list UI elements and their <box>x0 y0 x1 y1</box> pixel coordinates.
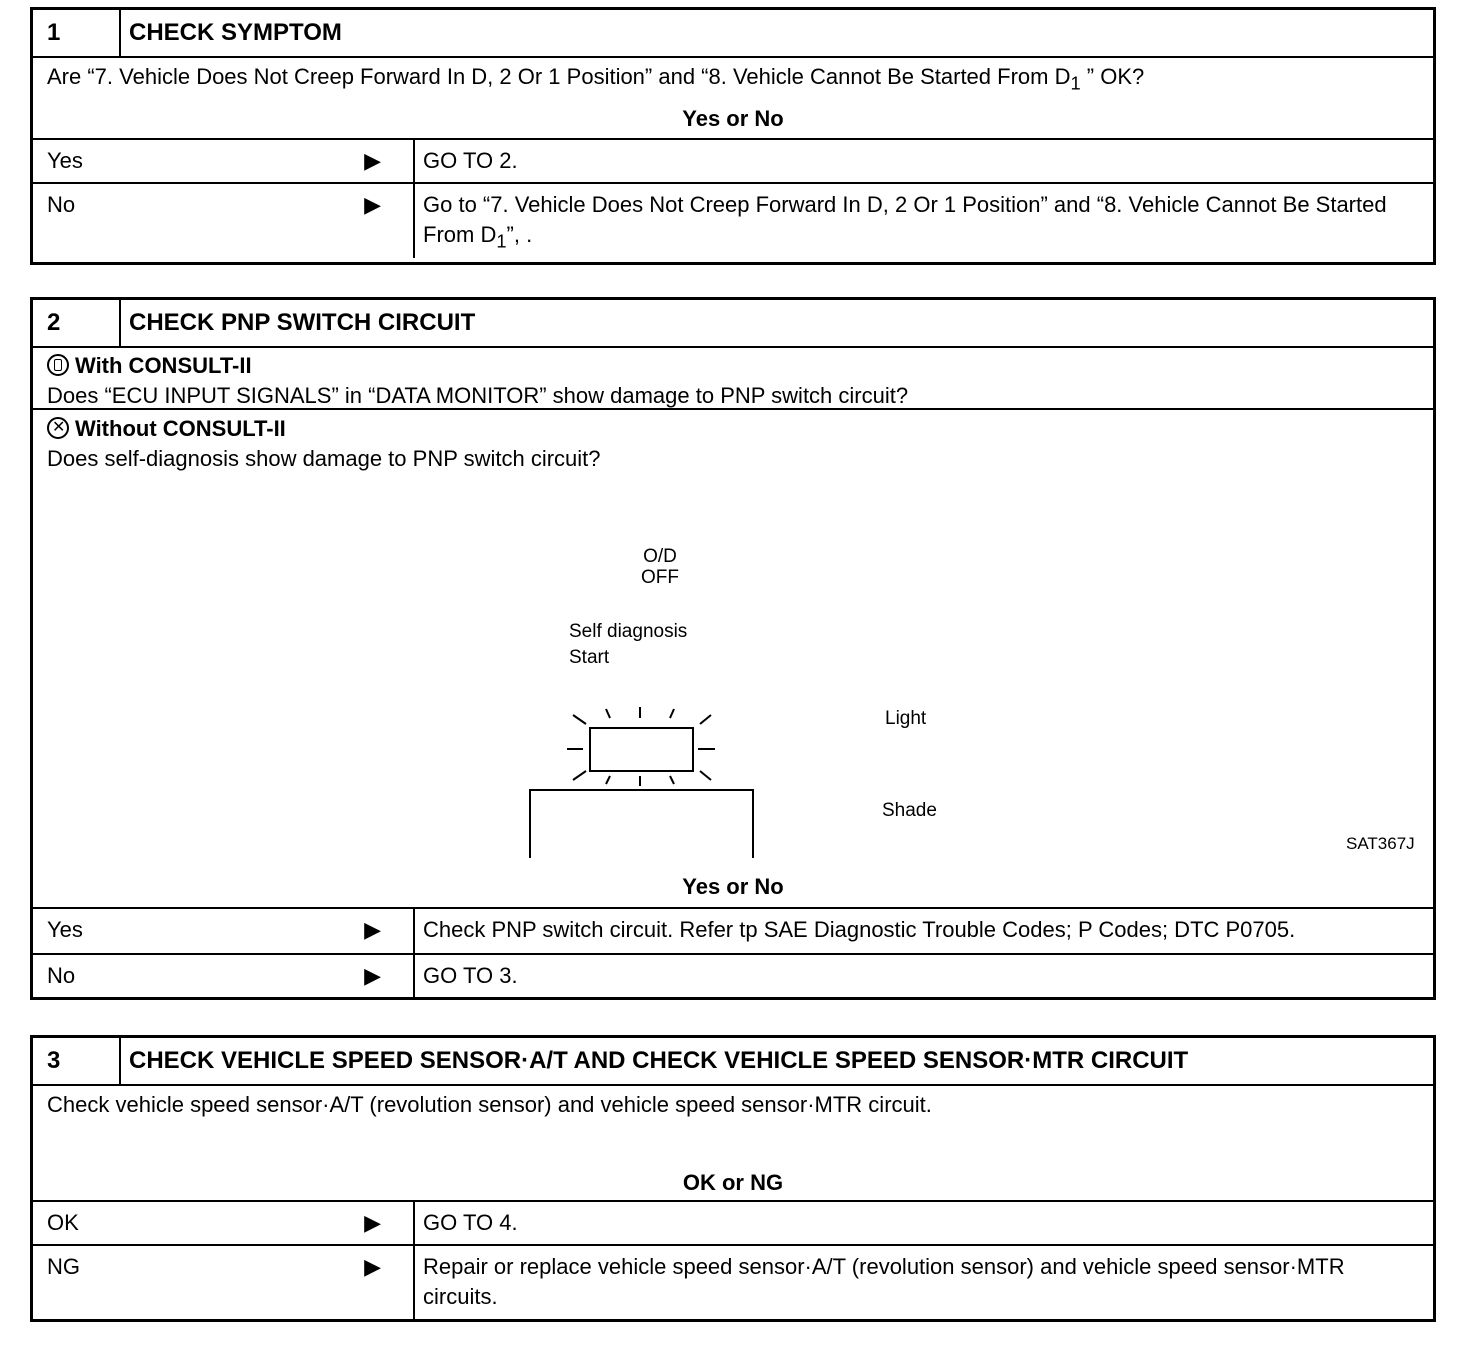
arrow-right-icon: ▶ <box>364 1210 381 1235</box>
step-1-header <box>33 10 1433 58</box>
od-off-lamp <box>620 546 700 588</box>
box-text-2: Start <box>569 647 610 668</box>
question-text: Are “7. Vehicle Does Not Creep Forward In D, 2 Or 1 Position” and “8. Vehicle Cannot Be Started From D <box>47 64 1071 89</box>
without-consult-question: Does self-diagnosis show damage to PNP switch circuit? <box>47 446 601 471</box>
step-number: 1 <box>33 10 121 56</box>
answer-key <box>33 1202 415 1244</box>
action-text-end: ”, . <box>506 222 533 247</box>
step-3-instruction: Check vehicle speed sensor·A/T (revolution sensor) and vehicle speed sensor·MTR circuit. <box>47 1092 932 1117</box>
question-text-end: ” OK? <box>1080 64 1145 89</box>
answer-row-no <box>33 182 1433 258</box>
subscript: 1 <box>496 230 507 252</box>
answer-key <box>33 909 415 953</box>
arrow-right-icon: ▶ <box>364 917 381 942</box>
answer-key <box>33 184 415 258</box>
answer-row-no <box>33 953 1433 999</box>
light-label: Light <box>885 708 927 729</box>
answer-action: Repair or replace vehicle speed sensor·A/T (revolution sensor) and vehicle speed sensor·MTR circuits. <box>423 1254 1345 1309</box>
with-consult-section <box>33 348 1433 410</box>
step-number: 3 <box>33 1038 121 1084</box>
answer-row-ok <box>33 1200 1433 1244</box>
self-diagnosis-diagram <box>33 478 1433 858</box>
box-text-1: Self diagnosis <box>569 621 688 642</box>
step-1-box <box>30 7 1436 265</box>
without-consult-section <box>33 410 1433 478</box>
answer-action: GO TO 4. <box>423 1210 518 1235</box>
shade-label: Shade <box>882 800 937 821</box>
no-consult-icon <box>47 417 69 439</box>
answer-prompt: Yes or No <box>682 874 784 899</box>
answer-key <box>33 1246 415 1320</box>
answer-key-label: NG <box>47 1254 80 1279</box>
diagram-graphic <box>33 478 1433 858</box>
step-3-box <box>30 1035 1436 1322</box>
answer-key <box>33 955 415 999</box>
step-3-header <box>33 1038 1433 1086</box>
answer-key-label: OK <box>47 1210 79 1235</box>
with-consult-question: Does “ECU INPUT SIGNALS” in “DATA MONITOR” show damage to PNP switch circuit? <box>47 383 909 408</box>
answer-row-ng <box>33 1244 1433 1320</box>
answer-key-label: No <box>47 192 76 217</box>
consult-icon <box>47 354 69 376</box>
step-number: 2 <box>33 300 121 346</box>
lamp-text-2: OFF <box>641 567 679 588</box>
answer-prompt: OK or NG <box>682 1170 784 1195</box>
with-consult-label: With CONSULT-II <box>75 353 252 378</box>
answer-key-label: No <box>47 963 76 988</box>
action-text: Go to “7. Vehicle Does Not Creep Forward In D, 2 Or 1 Position” and “8. Vehicle Cannot Be Started From D <box>423 192 1387 247</box>
lamp-text-1: O/D <box>643 546 677 567</box>
arrow-right-icon: ▶ <box>364 148 381 173</box>
self-diagnosis-box <box>569 619 687 671</box>
step-1-question <box>33 58 1433 104</box>
answer-key-label: Yes <box>47 917 83 942</box>
answer-action: GO TO 3. <box>423 963 518 988</box>
step-2-header <box>33 300 1433 348</box>
answer-action <box>415 184 1433 258</box>
subscript: 1 <box>1070 72 1081 94</box>
answer-key <box>33 140 415 182</box>
answer-row-yes <box>33 138 1433 182</box>
arrow-right-icon: ▶ <box>364 192 381 217</box>
figure-code: SAT367J <box>1346 834 1415 853</box>
step-title: CHECK VEHICLE SPEED SENSOR·A/T AND CHECK VEHICLE SPEED SENSOR·MTR CIRCUIT <box>129 1047 1189 1074</box>
answer-prompt: Yes or No <box>682 106 784 131</box>
answer-action: Check PNP switch circuit. Refer tp SAE Diagnostic Trouble Codes; P Codes; DTC P0705. <box>423 917 1296 942</box>
step-2-answers <box>33 907 1433 999</box>
arrow-right-icon: ▶ <box>364 1254 381 1279</box>
answer-key-label: Yes <box>47 148 83 173</box>
arrow-right-icon: ▶ <box>364 963 381 988</box>
answer-action: GO TO 2. <box>423 148 518 173</box>
without-consult-label: Without CONSULT-II <box>75 416 286 441</box>
step-title: CHECK PNP SWITCH CIRCUIT <box>129 309 476 336</box>
step-title: CHECK SYMPTOM <box>129 19 342 46</box>
answer-row-yes <box>33 907 1433 953</box>
